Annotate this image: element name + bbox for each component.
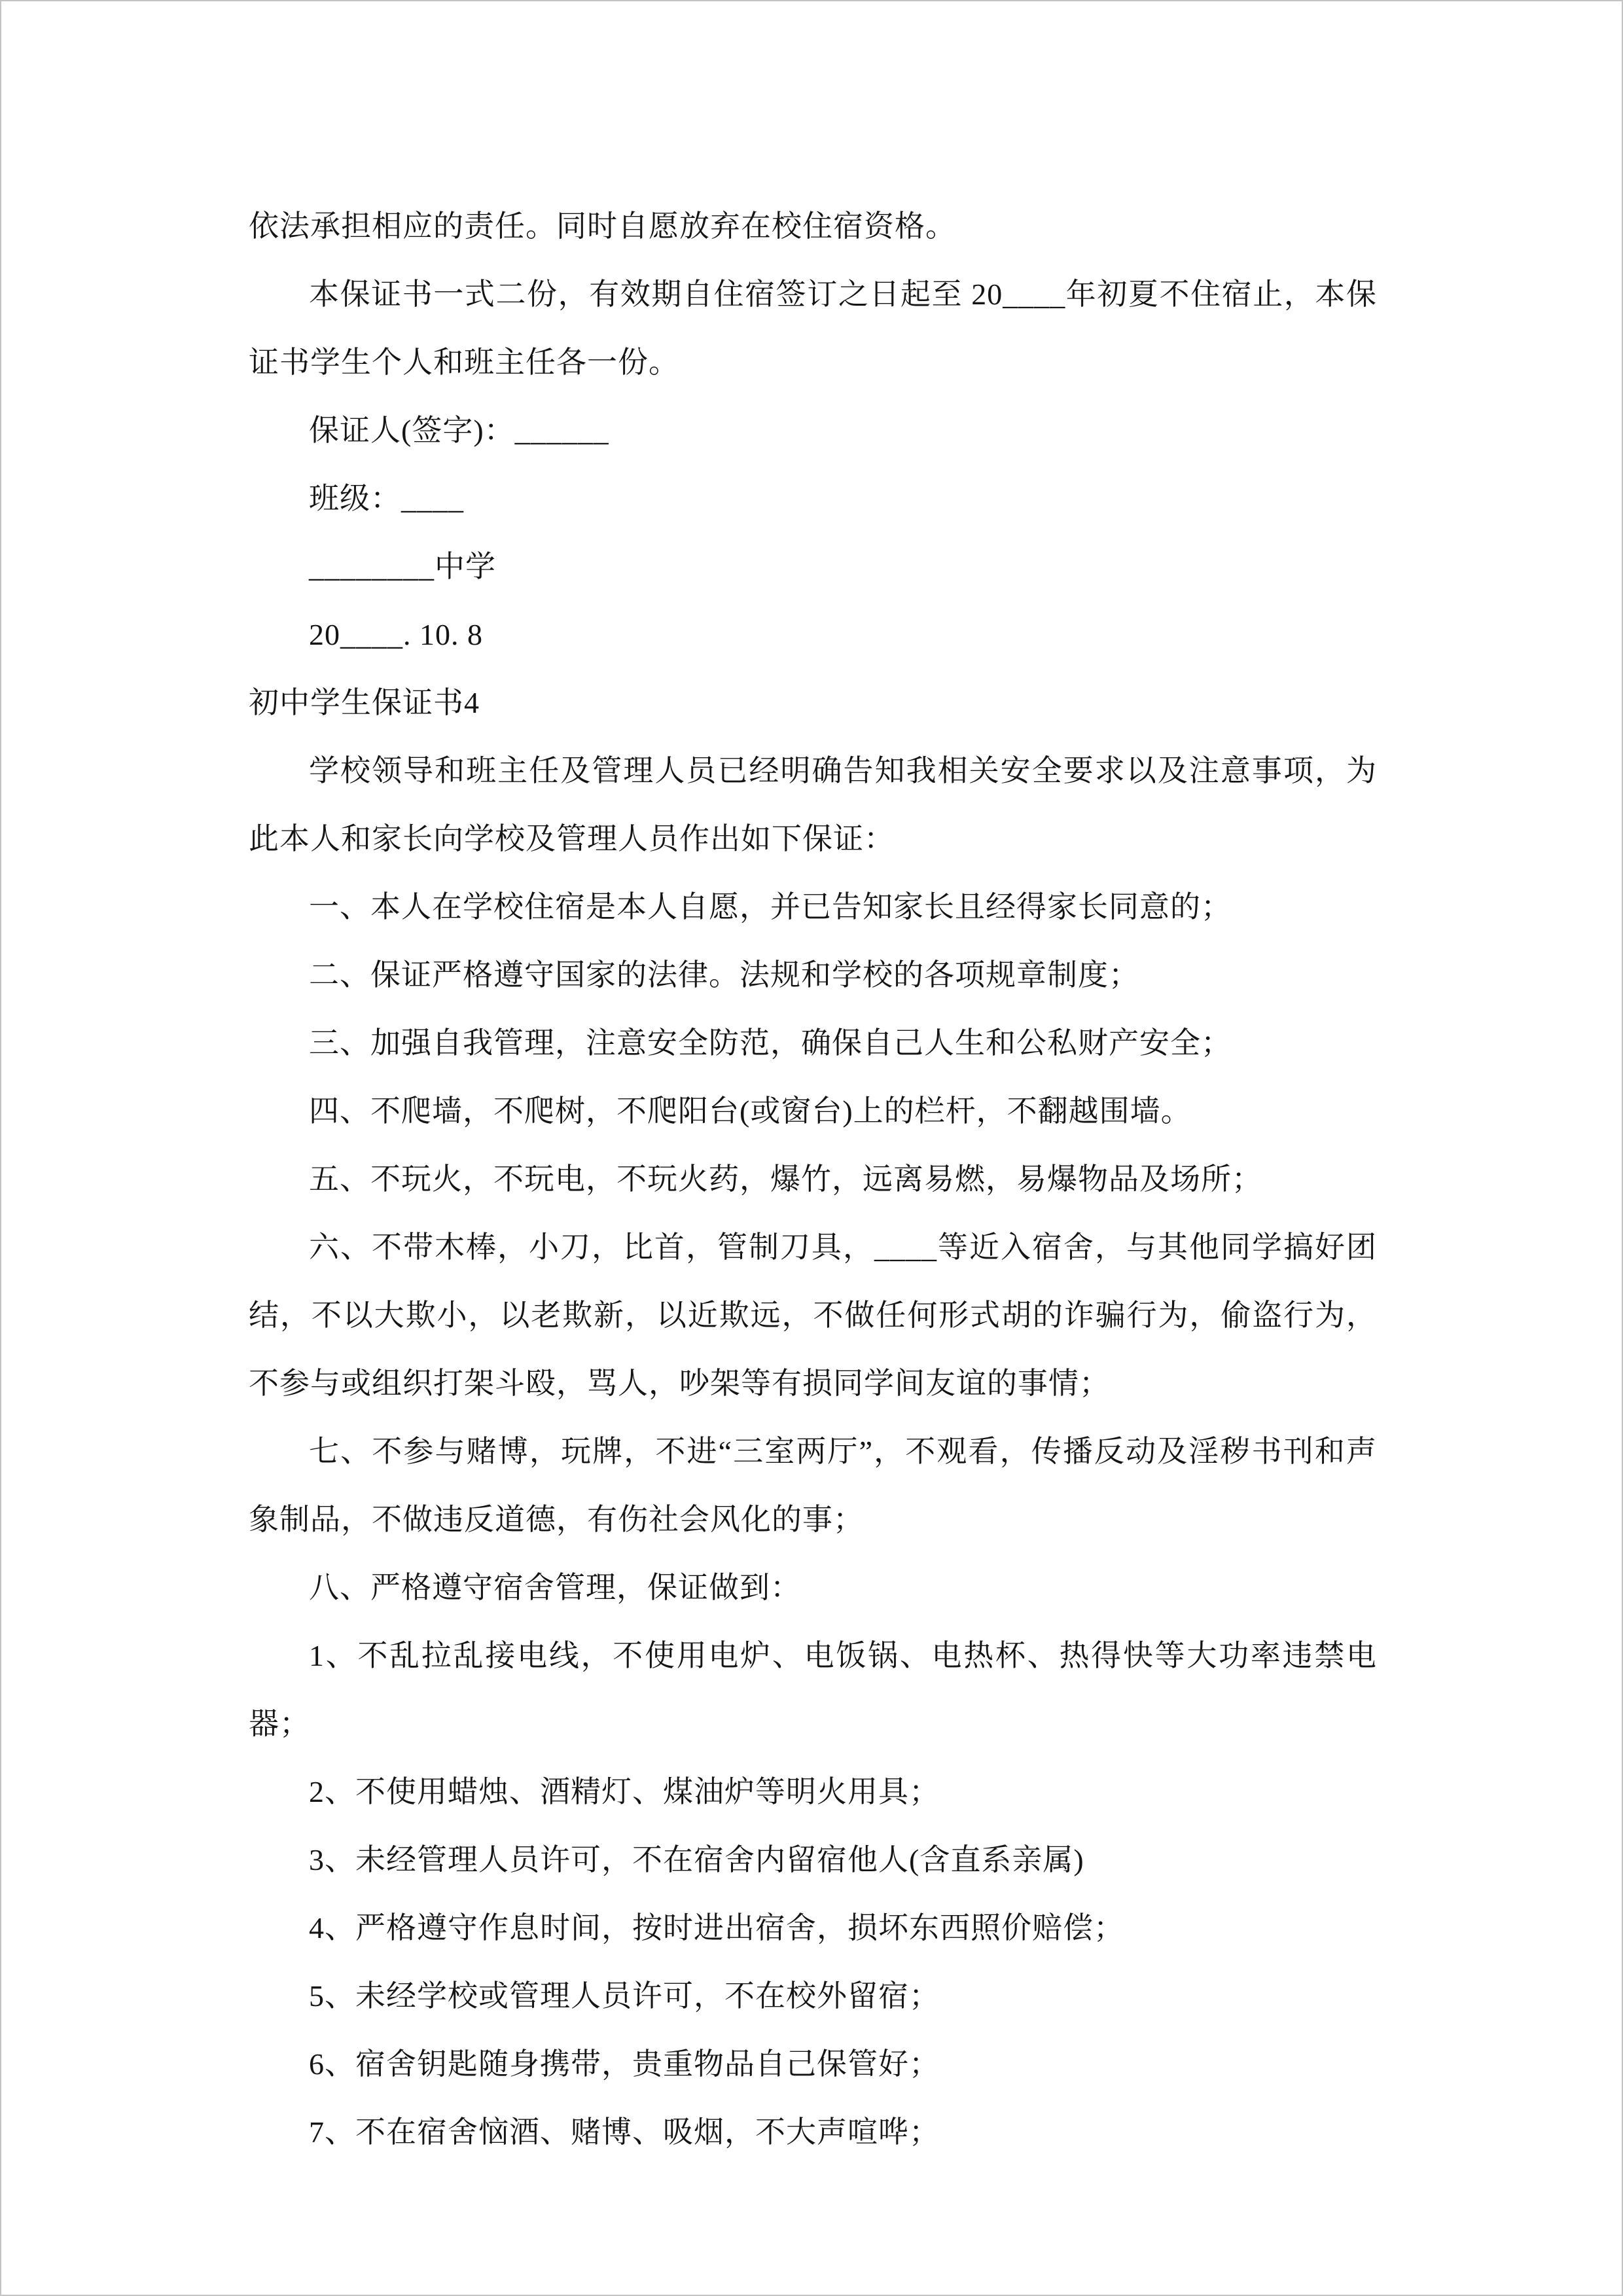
date-line: 20____. 10. 8 xyxy=(309,618,483,651)
paragraph-continuation: 依法承担相应的责任。同时自愿放弃在校住宿资格。 xyxy=(249,209,956,243)
list-item-8: 八、严格遵守宿舍管理，保证做到： xyxy=(309,1571,801,1604)
list-item-1: 一、本人在学校住宿是本人自愿，并已告知家长且经得家长同意的； xyxy=(309,890,1232,924)
sublist-item-1: 1、不乱拉乱接电线，不使用电炉、电饭锅、电热杯、热得快等大功率违禁电器； xyxy=(249,1639,1377,1740)
list-item-7: 七、不参与赌博，玩牌，不进“三室两厅”，不观看，传播反动及淫秽书刊和声象制品，不做违反道德，有伤社会风化的事； xyxy=(249,1435,1377,1536)
signature-line: 保证人(签字)：______ xyxy=(309,414,609,447)
sublist-item-2: 2、不使用蜡烛、酒精灯、煤油炉等明火用具； xyxy=(309,1775,940,1808)
sublist-item-7: 7、不在宿舍恼酒、赌博、吸烟，不大声喧哗； xyxy=(309,2115,940,2149)
section-title: 初中学生保证书4 xyxy=(249,686,480,719)
list-item-4: 四、不爬墙，不爬树，不爬阳台(或窗台)上的栏杆，不翻越围墙。 xyxy=(309,1094,1192,1128)
sublist-item-5: 5、未经学校或管理人员许可，不在校外留宿； xyxy=(309,1979,940,2013)
document-body xyxy=(249,192,1377,2166)
class-line: 班级：____ xyxy=(309,482,464,515)
sublist-item-6: 6、宿舍钥匙随身携带，贵重物品自己保管好； xyxy=(309,2047,940,2081)
list-item-5: 五、不玩火，不玩电，不玩火药，爆竹，远离易燃，易爆物品及场所； xyxy=(309,1162,1262,1196)
paragraph-validity: 本保证书一式二份，有效期自住宿签订之日起至 20____年初夏不住宿止，本保证书学生个人和班主任各一份。 xyxy=(249,278,1377,379)
sublist-item-4: 4、严格遵守作息时间，按时进出宿舍，损坏东西照价赔偿； xyxy=(309,1911,1124,1945)
list-item-3: 三、加强自我管理，注意安全防范，确保自己人生和公私财产安全； xyxy=(309,1026,1232,1060)
school-line: ________中学 xyxy=(309,550,496,583)
paragraph-intro: 学校领导和班主任及管理人员已经明确告知我相关安全要求以及注意事项，为此本人和家长向学校及管理人员作出如下保证： xyxy=(249,754,1377,855)
list-item-6: 六、不带木棒，小刀，比首，管制刀具，____等近入宿舍，与其他同学搞好团结，不以大欺小，以老欺新，以近欺远，不做任何形式胡的诈骗行为，偷盗行为，不参与或组织打架斗殴，骂人，吵架等有损同学间友谊的事情； xyxy=(249,1230,1377,1400)
list-item-2: 二、保证严格遵守国家的法律。法规和学校的各项规章制度； xyxy=(309,958,1139,992)
sublist-item-3: 3、未经管理人员许可，不在宿舍内留宿他人(含直系亲属) xyxy=(309,1843,1084,1876)
